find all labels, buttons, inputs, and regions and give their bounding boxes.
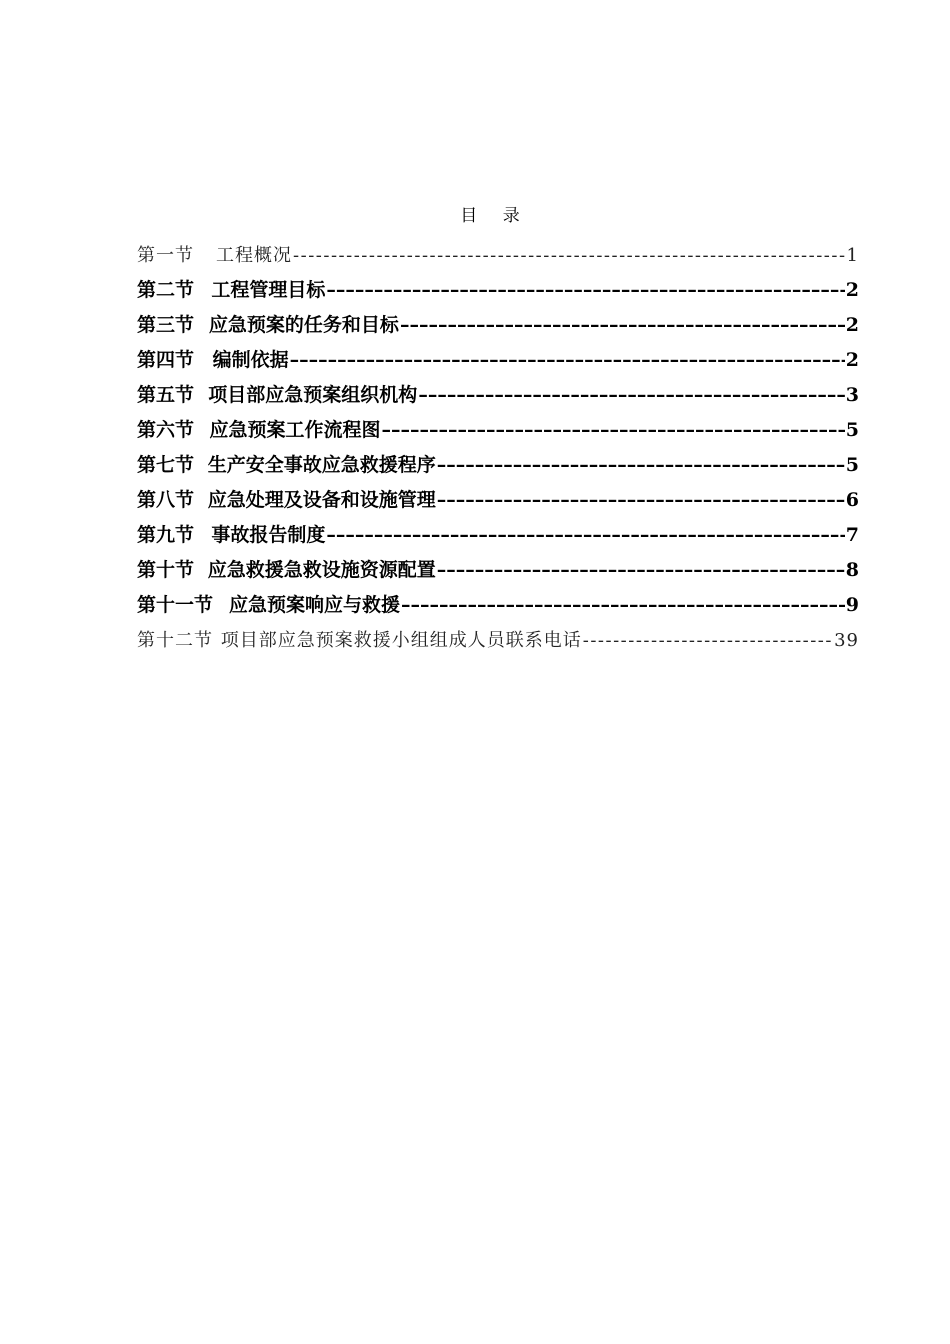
toc-entry-page: 8 <box>845 559 859 581</box>
toc-dot-leader <box>437 553 845 588</box>
toc-entry[interactable] <box>137 518 859 553</box>
toc-entry-title: 项目部应急预案组织机构 <box>208 384 418 406</box>
toc-dot-leader <box>400 308 845 343</box>
toc-entry-title: 事故报告制度 <box>211 524 326 546</box>
toc-entry-number: 第十一节 <box>137 594 214 616</box>
toc-dot-leader <box>418 378 844 413</box>
toc-dot-leader <box>437 448 845 483</box>
toc-entry-page: 3 <box>845 384 859 406</box>
toc-entry-number: 第十二节 <box>137 630 213 651</box>
toc-entry-number: 第七节 <box>137 454 195 476</box>
toc-entry-title: 应急预案的任务和目标 <box>208 314 399 336</box>
toc-entry-number: 第四节 <box>137 349 195 371</box>
toc-entry[interactable] <box>137 238 859 273</box>
toc-entry-title: 编制依据 <box>212 349 289 371</box>
toc-entry[interactable] <box>137 623 859 658</box>
table-of-contents <box>137 238 859 658</box>
toc-entry-number: 第三节 <box>137 314 195 336</box>
toc-entry-number: 第二节 <box>137 279 195 301</box>
toc-title: 目 录 <box>460 206 530 226</box>
toc-entry[interactable] <box>137 553 859 588</box>
toc-dot-leader <box>401 588 845 623</box>
toc-entry-title: 应急预案响应与救援 <box>228 594 400 616</box>
toc-dot-leader <box>290 343 845 378</box>
toc-entry-page: 2 <box>845 349 859 371</box>
toc-entry[interactable] <box>137 343 859 378</box>
toc-entry-page: 2 <box>845 279 859 301</box>
toc-entry-title: 应急预案工作流程图 <box>209 419 381 441</box>
toc-entry-title: 工程管理目标 <box>211 279 326 301</box>
toc-entry-number: 第五节 <box>137 384 195 406</box>
toc-entry-page: 7 <box>845 524 859 546</box>
toc-entry-title: 生产安全事故应急救援程序 <box>207 454 436 476</box>
toc-entry-page: 9 <box>845 594 859 616</box>
toc-dot-leader <box>382 413 845 448</box>
toc-entry[interactable] <box>137 588 859 623</box>
toc-entry-title: 应急救援急救设施资源配置 <box>207 559 436 581</box>
toc-entry-number: 第十节 <box>137 559 195 581</box>
toc-dot-leader <box>326 518 844 553</box>
toc-entry-page: 5 <box>845 419 859 441</box>
toc-dot-leader <box>437 483 845 518</box>
toc-entry-number: 第一节 <box>137 245 194 266</box>
toc-entry-page: 5 <box>845 454 859 476</box>
toc-entry-title: 应急处理及设备和设施管理 <box>207 489 436 511</box>
toc-entry-number: 第八节 <box>137 489 195 511</box>
toc-entry[interactable] <box>137 308 859 343</box>
toc-dot-leader <box>583 623 833 658</box>
toc-entry-page: 2 <box>845 314 859 336</box>
toc-dot-leader <box>326 273 844 308</box>
toc-entry-page: 1 <box>846 245 859 266</box>
toc-entry[interactable] <box>137 378 859 413</box>
toc-entry[interactable] <box>137 448 859 483</box>
toc-entry-page: 6 <box>845 489 859 511</box>
toc-entry[interactable] <box>137 483 859 518</box>
toc-entry-page: 39 <box>834 630 859 651</box>
toc-entry-number: 第九节 <box>137 524 195 546</box>
toc-entry-title: 工程概况 <box>216 245 293 266</box>
toc-entry[interactable] <box>137 273 859 308</box>
toc-dot-leader <box>293 238 846 273</box>
toc-entry-title: 项目部应急预案救援小组组成人员联系电话 <box>220 630 582 651</box>
toc-entry-number: 第六节 <box>137 419 195 441</box>
toc-entry[interactable] <box>137 413 859 448</box>
